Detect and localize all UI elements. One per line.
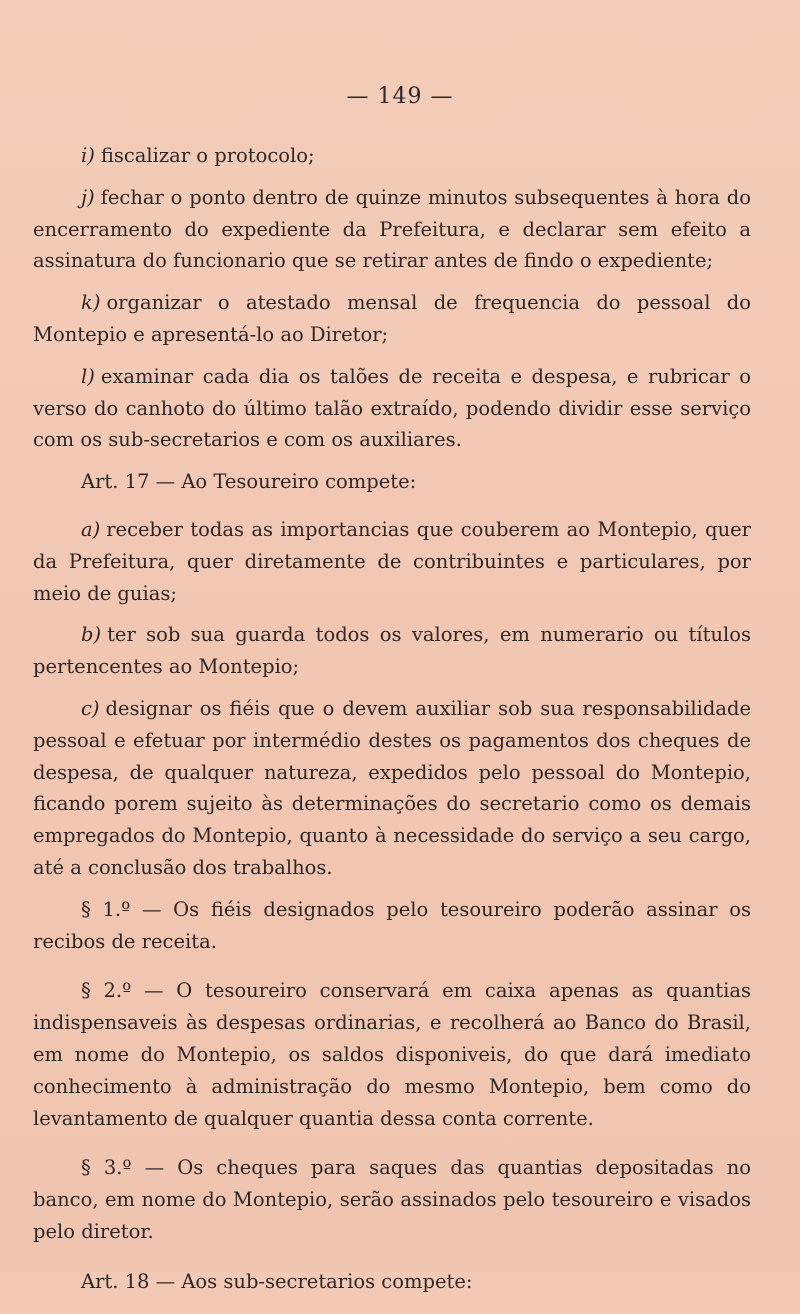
clause-paragraph <box>33 514 751 609</box>
clause-paragraph <box>33 182 751 277</box>
page-number: — 149 — <box>346 84 454 109</box>
paragraph-text: § 3.º — Os cheques para saques das quantias depositadas no banco, em nome do Montepio, serão assinados pelo tesoureiro e visados pelo diretor. <box>33 1156 751 1243</box>
clause-label: k) <box>81 291 101 315</box>
clause-paragraph <box>33 619 751 683</box>
clause-paragraph <box>33 361 751 456</box>
clause-paragraph <box>33 287 751 351</box>
clause-label: l) <box>81 364 95 388</box>
article-heading <box>33 466 751 498</box>
section-paragraph <box>33 975 751 1134</box>
paragraph-text: designar os fiéis que o devem auxiliar sob sua responsabilidade pessoal e efetuar por intermédio destes os pagamentos dos cheques de despesa, de qualquer natureza, expedidos pelo pessoal do Montepio, ficando porem sujeito às determinações do secretario como os demais empregados do Montepio, quanto à necessidade do serviço a seu cargo, até a conclusão dos trabalhos. <box>33 696 751 879</box>
paragraph-text: examinar cada dia os talões de receita e despesa, e rubricar o verso do canhoto do último talão extraído, podendo dividir esse serviço com os sub-secretarios e com os auxiliares. <box>33 364 751 452</box>
clause-label: c) <box>81 696 100 720</box>
paragraph-text: § 2.º — O tesoureiro conservará em caixa apenas as quantias indispensaveis às despesas ordinarias, e recolherá ao Banco do Brasil, em nome do Montepio, os saldos disponiveis, do que dará imediato conhecimento à administração do mesmo Montepio, bem como do levantamento de qualquer quantia dessa conta corrente. <box>33 979 751 1130</box>
section-paragraph <box>33 894 751 958</box>
clause-paragraph <box>33 140 751 172</box>
clause-label: j) <box>81 185 95 209</box>
paragraph-text: § 1.º — Os fiéis designados pelo tesoureiro poderão assinar os recibos de receita. <box>33 897 751 953</box>
paragraph-text: receber todas as importancias que couberem ao Montepio, quer da Prefeitura, quer diretamente de contribuintes e particulares, por meio de guias; <box>33 517 751 605</box>
paragraph-text: organizar o atestado mensal de frequencia do pessoal do Montepio e apresentá-lo ao Diretor; <box>33 291 751 346</box>
clause-label: b) <box>81 623 102 647</box>
clause-paragraph <box>33 693 751 884</box>
paragraph-text: Art. 18 — Aos sub-secretarios compete: <box>81 1269 473 1293</box>
paragraph-text: fiscalizar o protocolo; <box>100 144 315 167</box>
paragraph-text: fechar o ponto dentro de quinze minutos subsequentes à hora do encerramento do expediente da Prefeitura, e declarar sem efeito a assinatura do funcionario que se retirar antes de findo o expediente; <box>33 185 751 273</box>
document-body <box>33 140 751 1314</box>
article-heading <box>33 1266 751 1298</box>
paragraph-text: ter sob sua guarda todos os valores, em numerario ou títulos pertencentes ao Montepio; <box>33 623 751 679</box>
clause-label: a) <box>81 517 101 541</box>
clause-label: i) <box>81 144 95 167</box>
section-paragraph <box>33 1152 751 1247</box>
paragraph-text: Art. 17 — Ao Tesoureiro compete: <box>81 470 417 494</box>
